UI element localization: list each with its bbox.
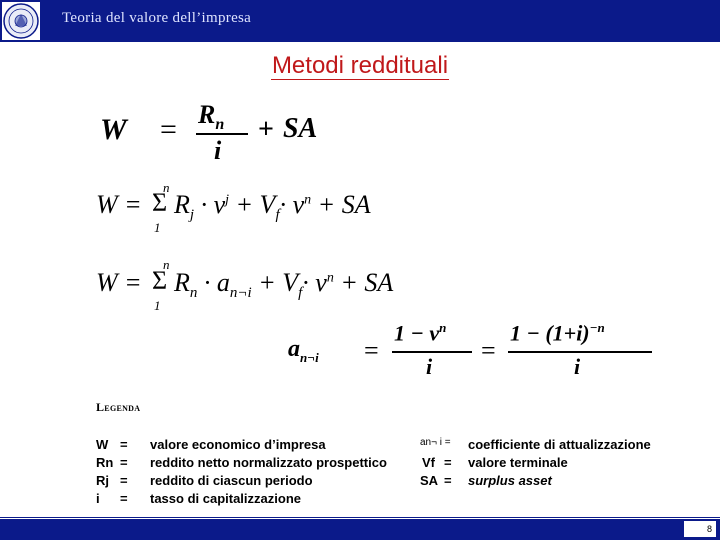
formula4-eq1: = bbox=[364, 336, 379, 365]
formula2-lhs: W = bbox=[96, 190, 142, 219]
header-title: Teoria del valore dell’impresa bbox=[62, 10, 252, 26]
formula4-den2: i bbox=[574, 354, 581, 379]
formula4-num2 bbox=[510, 320, 605, 346]
legend-desc-an: coefficiente di attualizzazione bbox=[468, 437, 651, 452]
formula3-lhs: W = bbox=[96, 268, 142, 297]
formula4-num1 bbox=[394, 320, 446, 346]
legend-desc-vf: valore terminale bbox=[468, 455, 568, 470]
footer-line bbox=[0, 517, 720, 518]
formula1-den: i bbox=[214, 136, 222, 165]
legend-desc-rn: reddito netto normalizzato prospettico bbox=[150, 455, 387, 470]
legend-eq: = bbox=[120, 437, 128, 452]
formula1-num bbox=[198, 100, 224, 134]
formula2-dot: · v bbox=[200, 190, 226, 219]
legend-desc-sa: surplus asset bbox=[468, 473, 552, 488]
formula2-r-sub: j bbox=[189, 207, 195, 224]
formula2-mid: + V bbox=[235, 190, 276, 219]
legend-sym-rn: Rn bbox=[96, 455, 114, 470]
formula1-tail: SA bbox=[283, 113, 318, 144]
legend-title: Legenda bbox=[96, 400, 141, 414]
formula2-upper: n bbox=[163, 180, 170, 195]
formula2-lower: 1 bbox=[154, 220, 161, 235]
footer-bar bbox=[0, 519, 720, 540]
formula2-tail: + SA bbox=[317, 190, 371, 219]
legend-sym-w: W bbox=[96, 437, 109, 452]
formula1-eq: = bbox=[160, 113, 177, 146]
header-bar bbox=[0, 0, 720, 42]
formula1-fraction-bar bbox=[196, 133, 248, 135]
formula3-mid-sub: f bbox=[298, 285, 303, 302]
legend-sym-rj: Rj bbox=[96, 473, 109, 488]
formula4-den1: i bbox=[426, 354, 433, 379]
formula4-num2-main: 1 − (1+i) bbox=[510, 320, 590, 346]
formula2-sup2: n bbox=[304, 192, 312, 208]
formula4-num2-sup: −n bbox=[589, 320, 605, 335]
seal-icon bbox=[2, 2, 40, 40]
formula3-body bbox=[174, 268, 393, 302]
formula2-dot2: · v bbox=[279, 190, 305, 219]
formula3-dot: · a bbox=[203, 268, 230, 297]
formula1-lhs: W bbox=[100, 113, 127, 146]
formula3-upper: n bbox=[163, 257, 170, 272]
legend-sym-an: an¬ i = bbox=[420, 437, 451, 448]
legend-sym-vf: Vf bbox=[422, 455, 435, 470]
formula2-mid-sub: f bbox=[275, 207, 280, 224]
formula3-sum-symbol: Σ bbox=[152, 266, 168, 295]
formula3-tail: + SA bbox=[340, 268, 394, 297]
formula2-sup1: j bbox=[225, 192, 229, 208]
legend-desc-w: valore economico d’impresa bbox=[150, 437, 326, 452]
slide-title bbox=[0, 52, 720, 80]
formula4-bar1 bbox=[392, 351, 472, 353]
formula2-sum-symbol: Σ bbox=[152, 188, 168, 217]
legend-eq: = bbox=[444, 473, 452, 488]
formula3-a-sub: n¬i bbox=[229, 285, 252, 302]
slide-title-text: Metodi reddituali bbox=[271, 52, 449, 79]
university-seal-logo bbox=[2, 2, 40, 40]
legend-desc-i: tasso di capitalizzazione bbox=[150, 491, 301, 506]
formula4-num1-sup: n bbox=[439, 320, 447, 335]
formula3-dot2: · v bbox=[302, 268, 327, 297]
formula1-num-main: R bbox=[198, 100, 216, 129]
formula2-r: R bbox=[174, 190, 190, 219]
formula3-mid: + V bbox=[258, 268, 299, 297]
formula4-a-sub: n¬i bbox=[300, 349, 319, 365]
legend-eq: = bbox=[120, 491, 128, 506]
legend-eq: = bbox=[120, 473, 128, 488]
formula4-bar2 bbox=[508, 351, 652, 353]
formula3-r-sub: n bbox=[189, 285, 198, 302]
legend-eq: = bbox=[120, 455, 128, 470]
formula1-plus: + bbox=[258, 114, 274, 145]
formula4-lhs bbox=[288, 336, 319, 366]
formula4-num1-main: 1 − v bbox=[394, 320, 440, 346]
legend-sym-i: i bbox=[96, 491, 100, 506]
formula2-body bbox=[174, 190, 371, 224]
formula1-num-sub: n bbox=[215, 116, 225, 134]
formula3-r: R bbox=[174, 268, 190, 297]
formula4-a: a bbox=[288, 336, 300, 362]
formula3-lower: 1 bbox=[154, 298, 161, 313]
page-number: 8 bbox=[684, 521, 716, 537]
legend-sym-sa: SA bbox=[420, 473, 439, 488]
formula4-eq2: = bbox=[481, 336, 496, 365]
legend-eq: = bbox=[444, 455, 452, 470]
formula3-sup2: n bbox=[326, 270, 334, 286]
legend-desc-rj: reddito di ciascun periodo bbox=[150, 473, 313, 488]
